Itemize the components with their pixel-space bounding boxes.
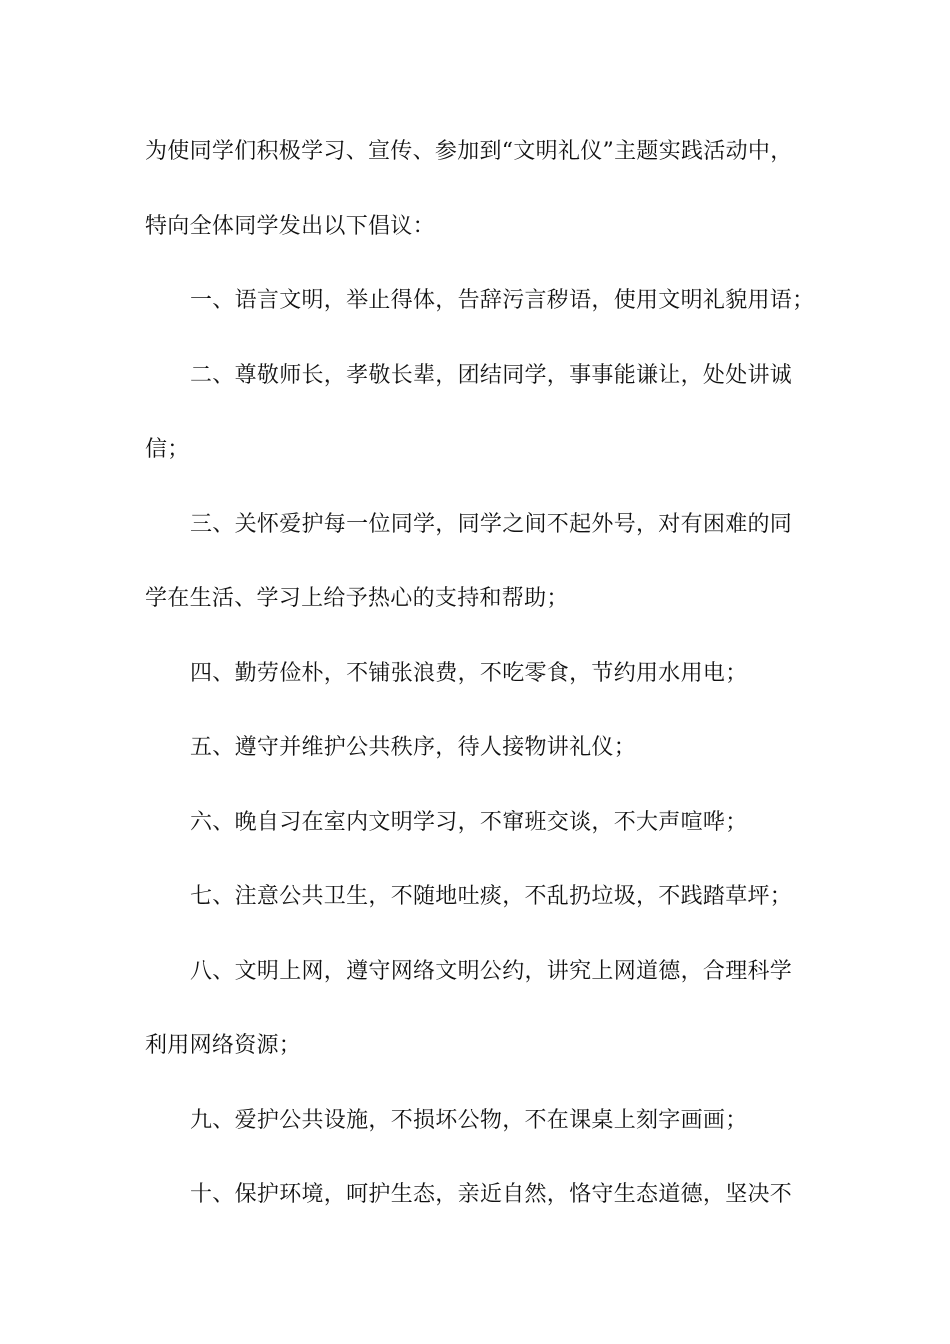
proposal-item-10: 十、保护环境，呵护生态，亲近自然，恪守生态道德，坚决不	[190, 1182, 793, 1207]
proposal-item-9: 九、爱护公共设施，不损坏公物，不在课桌上刻字画画；	[190, 1107, 748, 1133]
proposal-item-8: 八、文明上网，遵守网络文明公约，讲究上网道德，合理科学	[190, 958, 793, 984]
proposal-item-2-continued: 信；	[145, 437, 190, 462]
paragraph-line: 为使同学们积极学习、宣传、参加到“文明礼仪”主题实践活动中，	[145, 139, 793, 164]
proposal-item-1: 一、语言文明，举止得体，告辞污言秽语，使用文明礼貌用语；	[190, 288, 815, 313]
proposal-item-8-continued: 利用网络资源；	[145, 1033, 302, 1058]
proposal-item-3: 三、关怀爱护每一位同学，同学之间不起外号，对有困难的同	[190, 511, 793, 537]
proposal-item-2: 二、尊敬师长，孝敬长辈，团结同学，事事能谦让，处处讲诚	[190, 362, 793, 388]
proposal-item-5: 五、遵守并维护公共秩序，待人接物讲礼仪；	[190, 735, 637, 760]
proposal-item-7: 七、注意公共卫生，不随地吐痰，不乱扔垃圾，不践踏草坪；	[190, 884, 793, 909]
proposal-item-4: 四、勤劳俭朴，不铺张浪费，不吃零食，节约用水用电；	[190, 660, 748, 686]
proposal-item-6: 六、晚自习在室内文明学习，不窜班交谈，不大声喧哗；	[190, 809, 748, 835]
paragraph-line: 特向全体同学发出以下倡议：	[145, 213, 435, 239]
document-body	[145, 132, 815, 1250]
proposal-item-3-continued: 学在生活、学习上给予热心的支持和帮助；	[145, 586, 569, 611]
